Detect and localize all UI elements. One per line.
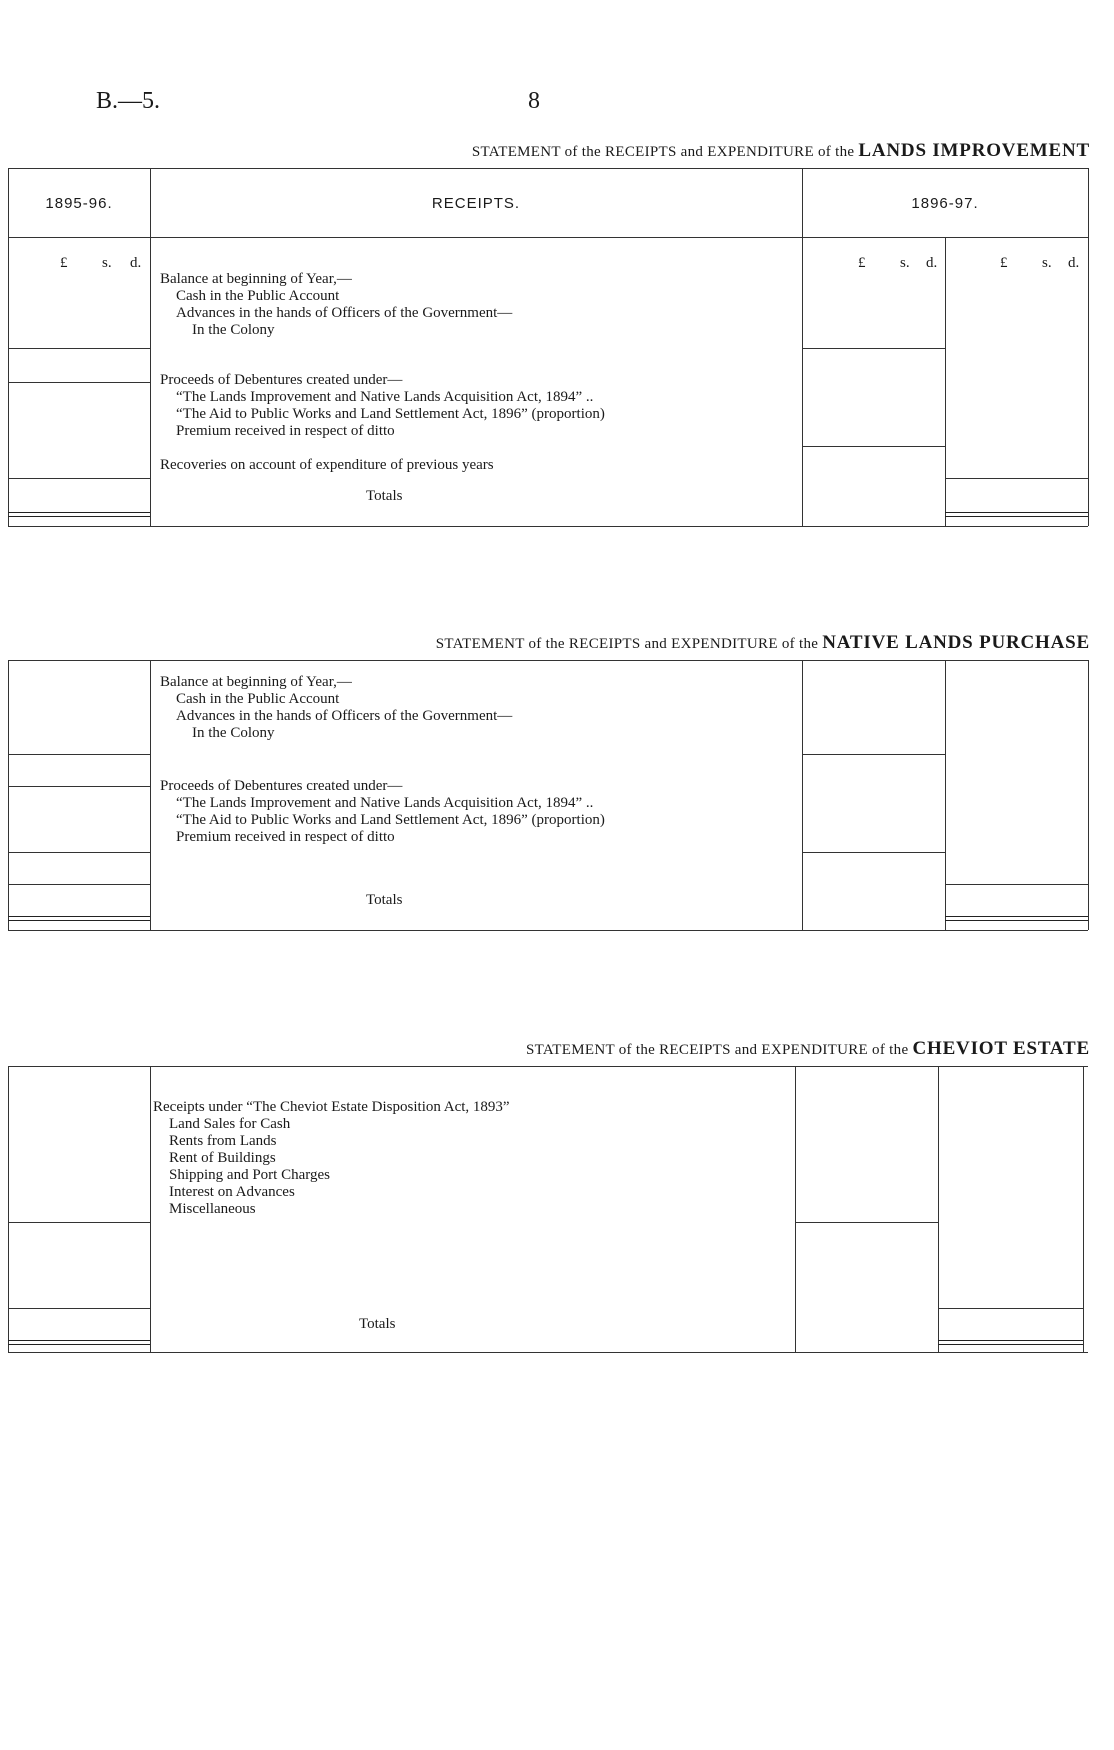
receipt-description: Interest on Advances — [169, 1184, 295, 1200]
receipt-description: Premium received in respect of ditto — [176, 829, 395, 845]
currency-pound-left: £ — [60, 255, 68, 271]
currency-pound-right: £ — [1000, 255, 1008, 271]
receipt-description: Proceeds of Debentures created under— — [160, 372, 403, 388]
table-title-native-lands-purchase: STATEMENT of the RECEIPTS and EXPENDITURE of the NATIVE LANDS PURCHASE — [435, 632, 1090, 653]
column-header-1895-96: 1895-96. — [45, 195, 113, 212]
receipt-description: Land Sales for Cash — [169, 1116, 291, 1132]
receipt-description: Balance at beginning of Year,— — [160, 674, 352, 690]
currency-pence-mid: d. — [926, 255, 938, 271]
column-header-1896-97: 1896-97. — [911, 195, 979, 212]
table-title-lands-improvement: STATEMENT of the RECEIPTS and EXPENDITURE of the LANDS IMPROVEMENT — [471, 140, 1090, 161]
receipt-description: Totals — [366, 488, 403, 504]
page-number: 8 — [528, 88, 540, 114]
receipt-description: “The Lands Improvement and Native Lands Acquisition Act, 1894” .. — [176, 795, 594, 811]
currency-pence-right: d. — [1068, 255, 1080, 271]
currency-shilling-mid: s. — [900, 255, 910, 271]
receipt-description: Totals — [359, 1316, 396, 1332]
receipt-description: Proceeds of Debentures created under— — [160, 778, 403, 794]
receipt-description: Rent of Buildings — [169, 1150, 276, 1166]
receipt-description: In the Colony — [192, 725, 275, 741]
currency-shilling-left: s. — [102, 255, 112, 271]
receipt-description: Totals — [366, 892, 403, 908]
receipt-description: Shipping and Port Charges — [169, 1167, 330, 1183]
receipt-description: Rents from Lands — [169, 1133, 277, 1149]
receipt-description: “The Aid to Public Works and Land Settlement Act, 1896” (proportion) — [176, 406, 605, 422]
receipt-description: Advances in the hands of Officers of the Government— — [176, 305, 513, 321]
receipt-description: “The Lands Improvement and Native Lands Acquisition Act, 1894” .. — [176, 389, 594, 405]
receipt-description: Receipts under “The Cheviot Estate Disposition Act, 1893” — [153, 1099, 510, 1115]
table-title-cheviot-estate: STATEMENT of the RECEIPTS and EXPENDITURE of the CHEVIOT ESTATE — [525, 1038, 1090, 1059]
receipt-description: Recoveries on account of expenditure of previous years — [160, 457, 494, 473]
receipt-description: In the Colony — [192, 322, 275, 338]
receipt-description: Advances in the hands of Officers of the Government— — [176, 708, 513, 724]
currency-shilling-right: s. — [1042, 255, 1052, 271]
receipt-description: Balance at beginning of Year,— — [160, 271, 352, 287]
receipt-description: Cash in the Public Account — [176, 288, 340, 304]
column-header-receipts: RECEIPTS. — [431, 195, 521, 212]
receipt-description: Premium received in respect of ditto — [176, 423, 395, 439]
receipt-description: “The Aid to Public Works and Land Settlement Act, 1896” (proportion) — [176, 812, 605, 828]
receipt-description: Miscellaneous — [169, 1201, 256, 1217]
currency-pence-left: d. — [130, 255, 142, 271]
currency-pound-mid: £ — [858, 255, 866, 271]
receipt-description: Cash in the Public Account — [176, 691, 340, 707]
document-series: B.—5. — [96, 88, 161, 114]
